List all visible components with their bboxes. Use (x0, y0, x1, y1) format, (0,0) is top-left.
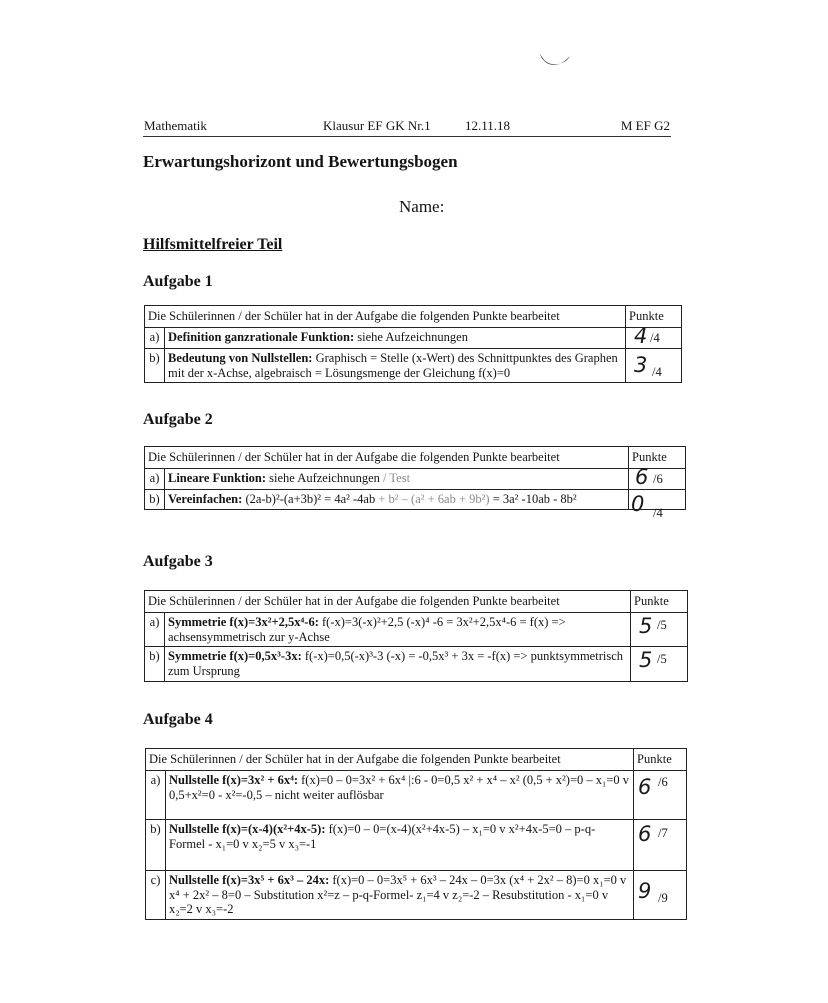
max-points: /5 (657, 617, 667, 632)
handwritten-score: 3 (634, 352, 648, 377)
row-points (634, 870, 687, 919)
header-points: Punkte (631, 591, 688, 613)
grading-table-4 (145, 748, 687, 920)
max-points: /9 (658, 890, 668, 905)
row-label: a) (145, 468, 165, 489)
task-title-1: Aufgabe 1 (143, 273, 213, 290)
header-date: 12.11.18 (465, 118, 511, 133)
criterion-title: Nullstelle f(x)=3x² + 6x⁴: (169, 772, 299, 787)
max-points: /6 (653, 471, 663, 486)
handwritten-score: 6 (635, 464, 649, 489)
row-points (631, 612, 688, 647)
grading-table-1 (144, 305, 682, 383)
name-label: Name: (399, 197, 445, 216)
row-criterion (166, 819, 634, 870)
max-points: /4 (652, 364, 662, 379)
row-points (626, 348, 682, 383)
task-title-3: Aufgabe 3 (143, 553, 213, 570)
row-criterion (165, 348, 626, 383)
criterion-text: (2a-b)²-(a+3b)² = 4a² -4ab (242, 491, 376, 506)
task-title-4: Aufgabe 4 (143, 711, 213, 728)
criterion-text-faded: + b² – (a² + 6ab + 9b²) (375, 491, 490, 506)
row-points (634, 770, 687, 819)
header-points: Punkte (634, 749, 687, 771)
table-row (146, 819, 687, 870)
header-text: Die Schülerinnen / der Schüler hat in der Aufgabe die folgenden Punkte bearbeitet (145, 447, 629, 469)
criterion-title: Bedeutung von Nullstellen: (168, 350, 313, 365)
exam-header (143, 116, 671, 137)
table-row (145, 647, 688, 682)
row-criterion (166, 870, 634, 919)
row-label: a) (145, 612, 165, 647)
table-row (146, 770, 687, 819)
row-points (629, 464, 686, 489)
criterion-text: f(x)=0 – 0=3x² + 6x⁴ |:6 - 0=0,5 x² + x⁴ – x² (0,5 + x²)=0 – x₁=0 v 0,5+x²=0 - x²=-0,5 – nicht weiter auflösbar (169, 772, 630, 802)
criterion-text: f(x)=0 – 0=3x⁵ + 6x³ – 24x – 0=3x (x⁴ + 2x² – 8)=0 x₁=0 v x⁴ + 2x² – 8=0 – Substitution x²=z – p-q-Formel- z₁=4 v z₂=-2 – Resubstitution - x₁=0 v x₂=2 v x₃=-2 (169, 872, 627, 917)
handwritten-score: 5 (639, 613, 653, 638)
criterion-title: Definition ganzrationale Funktion: (168, 329, 355, 344)
criterion-text: f(-x)=3(-x)²+2,5 (-x)⁴ -6 = 3x²+2,5x⁴-6 = f(x) => achsensymmetrisch zur y-Achse (168, 614, 566, 644)
table-row (146, 870, 687, 919)
row-label: b) (145, 647, 165, 682)
criterion-text-end: = 3a² -10ab - 8b² (489, 491, 577, 506)
row-points (629, 489, 686, 520)
table-row (145, 612, 688, 647)
page-title: Erwartungshorizont und Bewertungsbogen (143, 152, 458, 171)
criterion-title: Symmetrie f(x)=3x²+2,5x⁴-6: (168, 614, 319, 629)
header-exam: Klausur EF GK Nr.1 (323, 118, 431, 133)
row-points (631, 647, 688, 682)
row-label: a) (146, 770, 166, 819)
criterion-text-faded: / Test (379, 470, 411, 485)
ink-blot-mark (538, 50, 572, 72)
criterion-title: Symmetrie f(x)=0,5x³-3x: (168, 649, 302, 664)
criterion-title: Lineare Funktion: (168, 470, 267, 485)
table-header-row (146, 749, 687, 771)
header-points: Punkte (626, 306, 682, 328)
max-points: /6 (658, 774, 668, 789)
grading-table-2 (144, 446, 686, 520)
criterion-text: f(x)=0 – 0=(x-4)(x²+4x-5) – x₁=0 v x²+4x-5=0 – p-q-Formel - x₁=0 v x₂=5 v x₃=-1 (169, 821, 596, 851)
header-points: Punkte (629, 447, 686, 469)
row-criterion (165, 612, 631, 647)
row-label: c) (146, 870, 166, 919)
row-label: b) (145, 348, 165, 383)
task-title-2: Aufgabe 2 (143, 411, 213, 428)
max-points: /5 (657, 652, 667, 667)
header-course: M EF G2 (620, 118, 670, 133)
header-text: Die Schülerinnen / der Schüler hat in der Aufgabe die folgenden Punkte bearbeitet (146, 749, 634, 771)
table-row (145, 348, 682, 383)
table-header-row (145, 306, 682, 328)
max-points: /4 (653, 505, 663, 520)
criterion-text: siehe Aufzeichnungen (354, 329, 468, 344)
row-criterion (165, 647, 631, 682)
table-row (145, 489, 686, 509)
row-points (634, 819, 687, 870)
handwritten-score: 0 (631, 491, 645, 516)
max-points: /4 (650, 330, 660, 345)
criterion-title: Nullstelle f(x)=(x-4)(x²+4x-5): (169, 821, 326, 836)
criterion-text: siehe Aufzeichnungen (266, 470, 380, 485)
handwritten-score: 6 (638, 774, 652, 799)
grading-table-3 (144, 590, 688, 682)
table-header-row (145, 447, 686, 469)
row-criterion (165, 489, 629, 509)
handwritten-score: 9 (638, 878, 652, 903)
row-criterion (165, 468, 629, 489)
row-points (626, 323, 682, 348)
row-criterion (166, 770, 634, 819)
row-label: b) (146, 819, 166, 870)
table-header-row (145, 591, 688, 613)
row-label: a) (145, 327, 165, 348)
max-points: /7 (658, 825, 668, 840)
handwritten-score: 4 (634, 323, 648, 348)
row-label: b) (145, 489, 165, 509)
handwritten-score: 5 (639, 648, 653, 673)
criterion-text: Graphisch = Stelle (x-Wert) des Schnittpunktes des Graphen mit der x-Achse, algebraisch = Lösungsmenge der Gleichung f(x)=0 (168, 350, 618, 380)
header-text: Die Schülerinnen / der Schüler hat in der Aufgabe die folgenden Punkte bearbeitet (145, 591, 631, 613)
row-criterion (165, 327, 626, 348)
table-row (145, 468, 686, 489)
header-text: Die Schülerinnen / der Schüler hat in der Aufgabe die folgenden Punkte bearbeitet (145, 306, 626, 328)
criterion-title: Nullstelle f(x)=3x⁵ + 6x³ – 24x: (169, 872, 330, 887)
handwritten-score: 6 (638, 821, 652, 846)
criterion-text: f(-x)=0,5(-x)³-3 (-x) = -0,5x³ + 3x = -f(x) => punktsymmetrisch zum Ursprung (168, 649, 623, 678)
header-subject: Mathematik (144, 118, 207, 133)
table-row (145, 327, 682, 348)
criterion-title: Vereinfachen: (168, 491, 243, 506)
section-title: Hilfsmittelfreier Teil (143, 236, 283, 253)
